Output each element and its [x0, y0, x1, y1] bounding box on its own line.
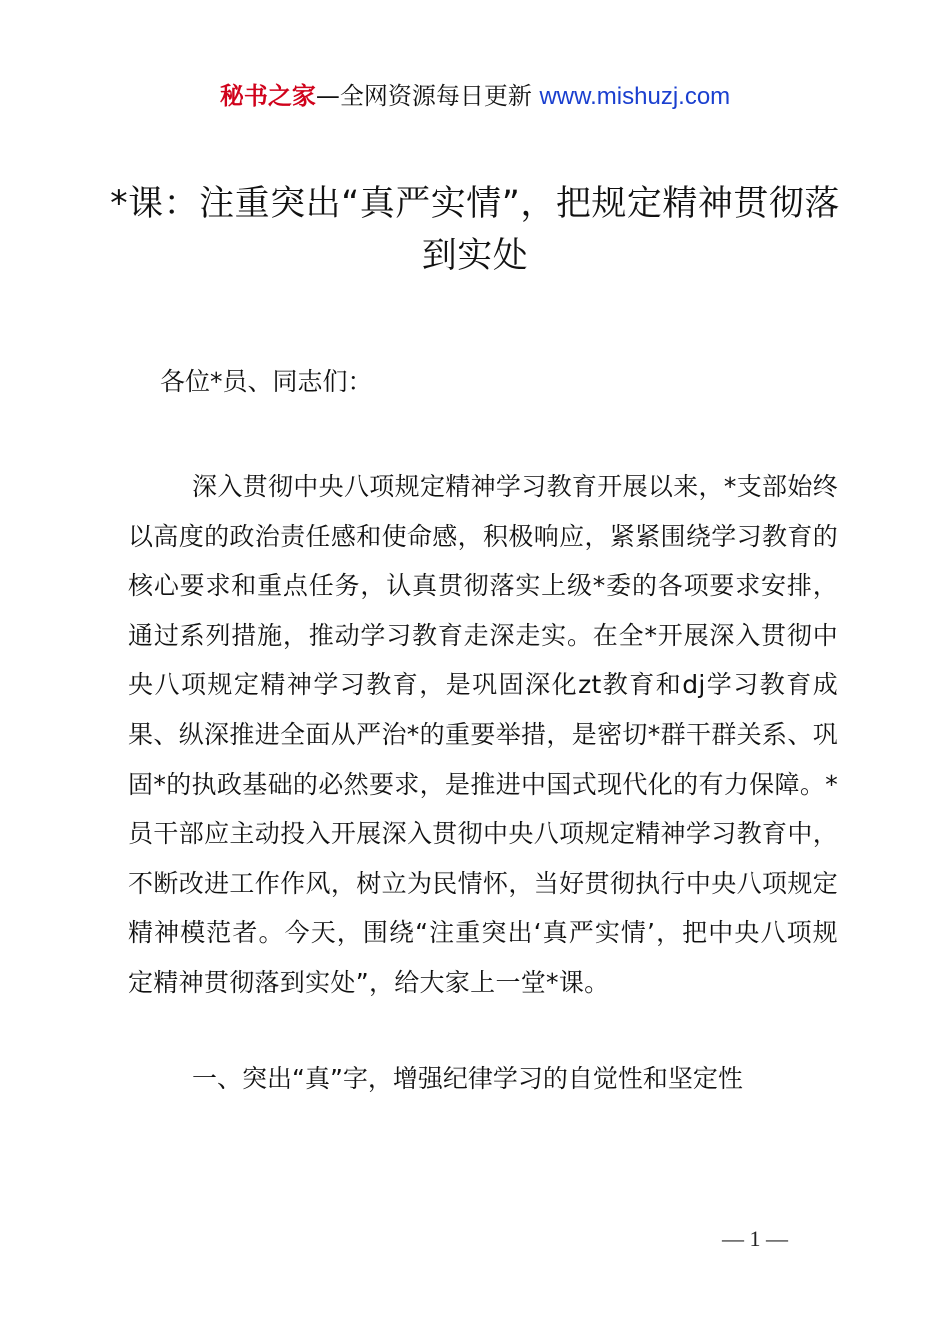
- salutation: 各位*员、同志们：: [160, 367, 373, 396]
- page-number: — 1 —: [722, 1226, 788, 1251]
- document-title: *课：注重突出“真严实情”，把规定精神贯彻落到实处: [110, 184, 840, 276]
- site-header: [0, 80, 950, 113]
- section-heading: 一、突出“真”字，增强纪律学习的自觉性和坚定性: [192, 1064, 743, 1093]
- body-paragraph: 深入贯彻中央八项规定精神学习教育开展以来，*支部始终以高度的政治责任感和使命感，积极响应，紧紧围绕学习教育的核心要求和重点任务，认真贯彻落实上级*委的各项要求安排，通过系列措施，推动学习教育走深走实。在全*开展深入贯彻中央八项规定精神学习教育，是巩固深化zt教育和dj学习教育成果、纵深推进全面从严治*的重要举措，是密切*群干群关系、巩固*的执政基础的必然要求，是推进中国式现代化的有力保障。*员干部应主动投入开展深入贯彻中央八项规定精神学习教育中，不断改进工作作风，树立为民情怀，当好贯彻执行中央八项规定精神模范者。今天，围绕“注重突出‘真严实情’，把中央八项规定精神贯彻落到实处”，给大家上一堂*课。: [128, 472, 838, 997]
- site-url-link[interactable]: www.mishuzj.com: [539, 83, 731, 110]
- header-tagline: —全网资源每日更新: [315, 82, 540, 110]
- brand-name: 秘书之家: [219, 82, 316, 110]
